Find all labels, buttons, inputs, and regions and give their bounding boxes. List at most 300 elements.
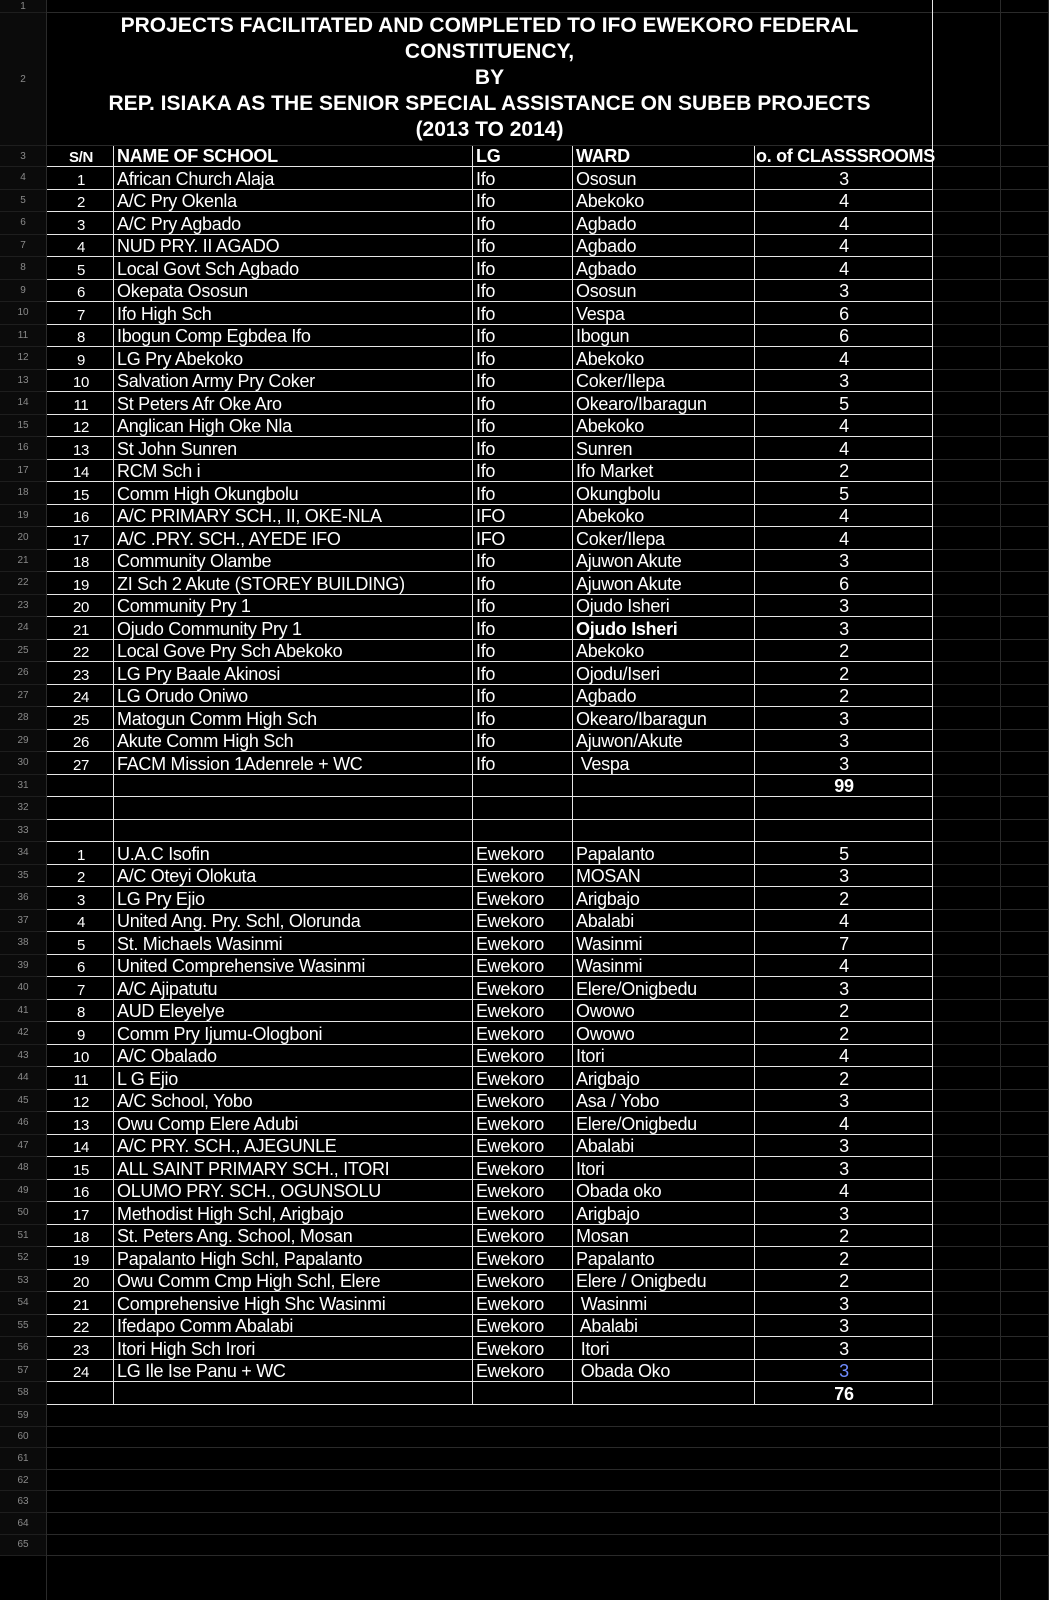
cell-sn[interactable]: 10 — [72, 1049, 90, 1066]
row-number[interactable]: 60 — [0, 1427, 46, 1449]
cell-lg[interactable]: Ifo — [476, 753, 496, 774]
cell-classrooms[interactable]: 3 — [839, 618, 849, 639]
cell-lg[interactable]: Ifo — [476, 416, 496, 436]
row-number[interactable]: 50 — [0, 1202, 46, 1225]
cell-lg[interactable]: Ewekoro — [476, 843, 544, 864]
row-number[interactable]: 12 — [0, 347, 46, 370]
cell-classrooms[interactable]: 4 — [839, 506, 849, 526]
row-number[interactable]: 4 — [0, 167, 46, 190]
cell-lg[interactable]: Ewekoro — [476, 1091, 544, 1111]
cell-ward[interactable]: MOSAN — [576, 866, 641, 886]
cell-school-name[interactable]: Itori High Sch Irori — [117, 1338, 256, 1359]
cell-lg[interactable]: Ifo — [476, 371, 496, 391]
cell-school-name[interactable]: African Church Alaja — [117, 168, 275, 189]
cell-lg[interactable]: Ewekoro — [476, 911, 544, 931]
cell-school-name[interactable]: Papalanto High Schl, Papalanto — [117, 1248, 363, 1269]
cell-lg[interactable]: Ewekoro — [476, 1226, 544, 1246]
row-number[interactable]: 49 — [0, 1180, 46, 1203]
cell-sn[interactable]: 13 — [72, 1116, 90, 1134]
cell-classrooms[interactable]: 4 — [839, 1113, 849, 1134]
cell-lg[interactable]: Ifo — [476, 618, 496, 639]
cell-classrooms[interactable]: 2 — [839, 1068, 849, 1089]
cell-ward[interactable]: Okungbolu — [576, 483, 661, 504]
cell-lg[interactable]: Ewekoro — [476, 1293, 544, 1314]
cell-classrooms[interactable]: 4 — [839, 438, 849, 459]
cell-lg[interactable]: Ewekoro — [476, 866, 544, 886]
cell-school-name[interactable]: St. Peters Ang. School, Mosan — [117, 1226, 353, 1246]
cell-ward[interactable]: Agbado — [576, 236, 637, 256]
cell-ward[interactable]: Elere / Onigbedu — [576, 1271, 707, 1291]
cell-classrooms[interactable]: 4 — [839, 348, 849, 369]
cell-lg[interactable]: Ewekoro — [476, 956, 544, 976]
row-number[interactable]: 7 — [0, 235, 46, 258]
cell-school-name[interactable]: LG Ile Ise Panu + WC — [117, 1361, 286, 1381]
cell-sn[interactable]: 12 — [72, 1094, 90, 1111]
cell-classrooms[interactable]: 2 — [839, 663, 849, 684]
cell-sn[interactable]: 20 — [72, 599, 90, 616]
cell-school-name[interactable]: Ibogun Comp Egbdea Ifo — [117, 326, 311, 346]
cell-classrooms[interactable]: 3 — [839, 1136, 849, 1156]
cell-sn[interactable]: 6 — [76, 959, 86, 976]
cell-school-name[interactable]: A/C School, Yobo — [117, 1091, 253, 1111]
row-number[interactable]: 55 — [0, 1315, 46, 1338]
cell-school-name[interactable]: Anglican High Oke Nla — [117, 416, 292, 436]
cell-lg[interactable]: IFO — [476, 528, 506, 549]
cell-ward[interactable]: Abekoko — [576, 416, 644, 436]
row-number[interactable]: 48 — [0, 1157, 46, 1180]
cell-lg[interactable]: Ifo — [476, 236, 496, 256]
cell-sn[interactable]: 21 — [72, 621, 90, 639]
cell-ward[interactable]: Agbado — [576, 258, 637, 279]
cell-school-name[interactable]: A/C Pry Okenla — [117, 191, 237, 211]
cell-school-name[interactable]: Local Gove Pry Sch Abekoko — [117, 641, 343, 661]
cell-sn[interactable]: 18 — [72, 1229, 90, 1246]
row-number[interactable]: 61 — [0, 1448, 46, 1470]
cell-lg[interactable]: IFO — [476, 506, 506, 526]
cell-school-name[interactable]: LG Pry Ejio — [117, 888, 205, 909]
cell-sn[interactable]: 22 — [72, 1319, 90, 1336]
cell-classrooms[interactable]: 2 — [839, 1248, 849, 1269]
cell-ward[interactable]: Mosan — [576, 1226, 629, 1246]
cell-school-name[interactable]: Methodist High Schl, Arigbajo — [117, 1203, 344, 1224]
cell-lg[interactable]: Ifo — [476, 686, 496, 706]
cell-ward[interactable]: Ojudo Isheri — [576, 596, 670, 616]
cell-sn[interactable]: 21 — [72, 1296, 90, 1314]
row-number[interactable]: 26 — [0, 662, 46, 685]
cell-sn[interactable]: 25 — [72, 711, 90, 729]
cell-school-name[interactable]: United Comprehensive Wasinmi — [117, 956, 366, 976]
cell-ward[interactable]: Sunren — [576, 438, 633, 459]
row-number[interactable]: 22 — [0, 572, 46, 595]
cell-classrooms[interactable]: 3 — [839, 596, 849, 616]
row-number[interactable]: 18 — [0, 482, 46, 505]
cell-sn[interactable]: 13 — [72, 441, 90, 459]
cell-lg[interactable]: Ewekoro — [476, 978, 544, 999]
cell-classrooms[interactable]: 3 — [839, 731, 849, 751]
cell-ward[interactable]: Ojudo Isheri — [576, 618, 678, 639]
cell-school-name[interactable]: A/C Ajipatutu — [117, 978, 218, 999]
row-number[interactable]: 62 — [0, 1470, 46, 1492]
cell-ward[interactable]: Ojodu/Iseri — [576, 663, 660, 684]
cell-ward[interactable]: Ajuwon Akute — [576, 551, 682, 571]
row-number[interactable]: 44 — [0, 1067, 46, 1090]
cell-school-name[interactable]: A/C Pry Agbado — [117, 213, 241, 234]
cell-school-name[interactable]: Comprehensive High Shc Wasinmi — [117, 1293, 386, 1314]
cell-classrooms[interactable]: 4 — [839, 416, 849, 436]
cell-lg[interactable]: Ewekoro — [476, 1248, 544, 1269]
cell-sn[interactable]: 14 — [72, 1139, 90, 1156]
ifo-total[interactable]: 99 — [834, 776, 854, 796]
cell-ward[interactable]: Elere/Onigbedu — [576, 1113, 697, 1134]
cell-classrooms[interactable]: 4 — [839, 191, 849, 211]
cell-sn[interactable]: 24 — [72, 689, 90, 706]
cell-school-name[interactable]: Matogun Comm High Sch — [117, 708, 317, 729]
row-number[interactable]: 42 — [0, 1022, 46, 1045]
cell-ward[interactable]: Ajuwon/Akute — [576, 731, 683, 751]
cell-lg[interactable]: Ewekoro — [476, 1203, 544, 1224]
cell-school-name[interactable]: Local Govt Sch Agbado — [117, 258, 299, 279]
cell-sn[interactable]: 2 — [76, 194, 86, 211]
cell-classrooms[interactable]: 2 — [839, 888, 849, 909]
row-number[interactable]: 11 — [0, 325, 46, 348]
row-number[interactable]: 24 — [0, 617, 46, 640]
row-number[interactable]: 2 — [0, 13, 46, 146]
cell-lg[interactable]: Ewekoro — [476, 1361, 544, 1381]
cell-ward[interactable]: Abekoko — [576, 348, 644, 369]
cell-ward[interactable]: Okearo/Ibaragun — [576, 393, 707, 414]
cell-lg[interactable]: Ewekoro — [476, 1046, 544, 1066]
cell-classrooms[interactable]: 4 — [839, 258, 849, 279]
row-number[interactable]: 23 — [0, 595, 46, 618]
row-number[interactable]: 52 — [0, 1247, 46, 1270]
cell-sn[interactable]: 20 — [72, 1274, 90, 1291]
cell-school-name[interactable]: Salvation Army Pry Coker — [117, 371, 315, 391]
cell-sn[interactable]: 10 — [72, 374, 90, 391]
cell-school-name[interactable]: ALL SAINT PRIMARY SCH., ITORI — [117, 1158, 390, 1179]
cell-ward[interactable]: Abalabi — [576, 1316, 638, 1336]
header-lg[interactable]: LG — [476, 146, 501, 166]
cell-sn[interactable]: 7 — [76, 981, 86, 999]
cell-sn[interactable]: 3 — [76, 891, 86, 909]
cell-school-name[interactable]: Comm Pry Ijumu-Ologboni — [117, 1023, 323, 1044]
cell-ward[interactable]: Wasinmi — [576, 1293, 647, 1314]
cell-lg[interactable]: Ewekoro — [476, 933, 544, 954]
cell-lg[interactable]: Ewekoro — [476, 1113, 544, 1134]
cell-school-name[interactable]: AUD Eleyelye — [117, 1001, 225, 1021]
row-number[interactable]: 40 — [0, 977, 46, 1000]
cell-lg[interactable]: Ifo — [476, 168, 496, 189]
row-number[interactable]: 29 — [0, 730, 46, 753]
row-number[interactable]: 25 — [0, 640, 46, 663]
row-number[interactable]: 43 — [0, 1045, 46, 1068]
cell-sn[interactable]: 15 — [72, 486, 90, 504]
row-number[interactable]: 36 — [0, 887, 46, 910]
header-name-of-school[interactable]: NAME OF SCHOOL — [117, 146, 278, 166]
cell-classrooms[interactable]: 2 — [839, 641, 849, 661]
cell-lg[interactable]: Ifo — [476, 303, 496, 324]
cell-classrooms[interactable]: 3 — [839, 1316, 849, 1336]
cell-classrooms[interactable]: 3 — [839, 168, 849, 189]
cell-ward[interactable]: Coker/Ilepa — [576, 528, 665, 549]
cell-ward[interactable]: Itori — [576, 1338, 610, 1359]
cell-school-name[interactable]: A/C PRY. SCH., AJEGUNLE — [117, 1136, 337, 1156]
cell-classrooms[interactable]: 3 — [839, 1338, 849, 1359]
cell-lg[interactable]: Ewekoro — [476, 1023, 544, 1044]
cell-school-name[interactable]: St John Sunren — [117, 438, 237, 459]
cell-lg[interactable]: Ifo — [476, 483, 496, 504]
cell-classrooms[interactable]: 6 — [839, 573, 849, 594]
cell-ward[interactable]: Ibogun — [576, 326, 630, 346]
cell-classrooms[interactable]: 3 — [839, 1158, 849, 1179]
row-number[interactable]: 37 — [0, 910, 46, 933]
cell-ward[interactable]: Arigbajo — [576, 1203, 640, 1224]
cell-classrooms[interactable]: 3 — [839, 1361, 849, 1381]
cell-sn[interactable]: 5 — [76, 936, 86, 954]
cell-sn[interactable]: 16 — [72, 1184, 90, 1201]
header-ward[interactable]: WARD — [576, 146, 630, 166]
cell-school-name[interactable]: St Peters Afr Oke Aro — [117, 393, 282, 414]
cell-classrooms[interactable]: 4 — [839, 911, 849, 931]
cell-sn[interactable]: 18 — [72, 554, 90, 571]
cell-sn[interactable]: 17 — [72, 1206, 90, 1224]
cell-lg[interactable]: Ewekoro — [476, 888, 544, 909]
row-number[interactable]: 15 — [0, 415, 46, 438]
row-number[interactable]: 21 — [0, 550, 46, 573]
cell-sn[interactable]: 19 — [72, 1251, 90, 1269]
cell-lg[interactable]: Ifo — [476, 191, 496, 211]
cell-ward[interactable]: Obada oko — [576, 1181, 662, 1201]
cell-classrooms[interactable]: 3 — [839, 866, 849, 886]
row-number[interactable]: 13 — [0, 370, 46, 393]
row-number[interactable]: 54 — [0, 1292, 46, 1315]
cell-sn[interactable]: 16 — [72, 509, 90, 526]
cell-ward[interactable]: Abekoko — [576, 641, 644, 661]
cell-classrooms[interactable]: 2 — [839, 1001, 849, 1021]
cell-ward[interactable]: Owowo — [576, 1023, 635, 1044]
cell-ward[interactable]: Abalabi — [576, 1136, 634, 1156]
cell-classrooms[interactable]: 3 — [839, 281, 849, 301]
cell-ward[interactable]: Itori — [576, 1158, 605, 1179]
cell-ward[interactable]: Coker/Ilepa — [576, 371, 665, 391]
row-number[interactable]: 17 — [0, 460, 46, 483]
cell-school-name[interactable]: LG Pry Abekoko — [117, 348, 243, 369]
cell-ward[interactable]: Ososun — [576, 281, 637, 301]
cell-ward[interactable]: Agbado — [576, 213, 637, 234]
cell-classrooms[interactable]: 3 — [839, 978, 849, 999]
cell-sn[interactable]: 15 — [72, 1161, 90, 1179]
row-number[interactable]: 47 — [0, 1135, 46, 1158]
row-number[interactable]: 64 — [0, 1513, 46, 1535]
cell-classrooms[interactable]: 2 — [839, 1226, 849, 1246]
cell-lg[interactable]: Ifo — [476, 551, 496, 571]
cell-sn[interactable]: 3 — [76, 216, 86, 234]
row-number[interactable]: 38 — [0, 932, 46, 955]
cell-school-name[interactable]: United Ang. Pry. Schl, Olorunda — [117, 911, 361, 931]
cell-lg[interactable]: Ewekoro — [476, 1181, 544, 1201]
row-number[interactable]: 20 — [0, 527, 46, 550]
cell-school-name[interactable]: Okepata Ososun — [117, 281, 248, 301]
row-number[interactable]: 8 — [0, 257, 46, 280]
cell-school-name[interactable]: Comm High Okungbolu — [117, 483, 299, 504]
cell-sn[interactable]: 22 — [72, 644, 90, 661]
cell-lg[interactable]: Ifo — [476, 393, 496, 414]
cell-lg[interactable]: Ewekoro — [476, 1158, 544, 1179]
cell-sn[interactable]: 8 — [76, 1004, 86, 1021]
cell-school-name[interactable]: OLUMO PRY. SCH., OGUNSOLU — [117, 1181, 381, 1201]
row-number[interactable]: 63 — [0, 1491, 46, 1513]
row-number[interactable]: 53 — [0, 1270, 46, 1293]
cell-lg[interactable]: Ifo — [476, 461, 496, 481]
cell-school-name[interactable]: Community Pry 1 — [117, 596, 251, 616]
cell-school-name[interactable]: L G Ejio — [117, 1068, 178, 1089]
cell-sn[interactable]: 12 — [72, 419, 90, 436]
cell-lg[interactable]: Ewekoro — [476, 1316, 544, 1336]
cell-ward[interactable]: Agbado — [576, 686, 637, 706]
cell-classrooms[interactable]: 4 — [839, 1046, 849, 1066]
cell-lg[interactable]: Ewekoro — [476, 1068, 544, 1089]
cell-ward[interactable]: Owowo — [576, 1001, 635, 1021]
cell-ward[interactable]: Ifo Market — [576, 461, 654, 481]
cell-school-name[interactable]: Ifo High Sch — [117, 303, 212, 324]
cell-ward[interactable]: Wasinmi — [576, 956, 643, 976]
cell-sn[interactable]: 17 — [72, 531, 90, 549]
cell-sn[interactable]: 1 — [76, 171, 86, 189]
cell-sn[interactable]: 19 — [72, 576, 90, 594]
cell-ward[interactable]: Vespa — [576, 753, 630, 774]
cell-school-name[interactable]: St. Michaels Wasinmi — [117, 933, 283, 954]
cell-classrooms[interactable]: 5 — [839, 843, 849, 864]
cell-sn[interactable]: 14 — [72, 464, 90, 481]
cell-ward[interactable]: Okearo/Ibaragun — [576, 708, 707, 729]
cell-school-name[interactable]: A/C .PRY. SCH., AYEDE IFO — [117, 528, 341, 549]
cell-lg[interactable]: Ewekoro — [476, 1001, 544, 1021]
cell-sn[interactable]: 7 — [76, 306, 86, 324]
cell-sn[interactable]: 11 — [73, 396, 89, 414]
cell-ward[interactable]: Abekoko — [576, 191, 644, 211]
row-number[interactable]: 41 — [0, 1000, 46, 1023]
cell-classrooms[interactable]: 4 — [839, 236, 849, 256]
cell-classrooms[interactable]: 4 — [839, 213, 849, 234]
cell-lg[interactable]: Ifo — [476, 281, 496, 301]
row-number[interactable]: 58 — [0, 1382, 46, 1405]
cell-classrooms[interactable]: 5 — [839, 393, 849, 414]
cell-sn[interactable]: 9 — [76, 1026, 86, 1044]
cell-sn[interactable]: 11 — [73, 1071, 89, 1089]
cell-school-name[interactable]: Community Olambe — [117, 551, 272, 571]
cell-ward[interactable]: Papalanto — [576, 843, 655, 864]
row-number[interactable]: 34 — [0, 842, 46, 865]
row-number[interactable]: 57 — [0, 1360, 46, 1383]
cell-classrooms[interactable]: 2 — [839, 1271, 849, 1291]
cell-sn[interactable]: 4 — [76, 239, 86, 256]
cell-school-name[interactable]: RCM Sch i — [117, 461, 201, 481]
cell-classrooms[interactable]: 3 — [839, 1091, 849, 1111]
row-number[interactable]: 10 — [0, 302, 46, 325]
cell-classrooms[interactable]: 3 — [839, 1203, 849, 1224]
row-number[interactable]: 56 — [0, 1337, 46, 1360]
row-number[interactable]: 35 — [0, 865, 46, 888]
cell-school-name[interactable]: Ifedapo Comm Abalabi — [117, 1316, 294, 1336]
row-number[interactable]: 33 — [0, 820, 46, 843]
cell-classrooms[interactable]: 2 — [839, 461, 849, 481]
cell-lg[interactable]: Ifo — [476, 573, 496, 594]
cell-classrooms[interactable]: 4 — [839, 956, 849, 976]
row-number[interactable]: 5 — [0, 190, 46, 213]
row-number[interactable]: 16 — [0, 437, 46, 460]
cell-lg[interactable]: Ifo — [476, 731, 496, 751]
cell-lg[interactable]: Ewekoro — [476, 1338, 544, 1359]
row-number[interactable]: 59 — [0, 1405, 46, 1427]
cell-classrooms[interactable]: 3 — [839, 753, 849, 774]
cell-school-name[interactable]: LG Pry Baale Akinosi — [117, 663, 281, 684]
row-number[interactable]: 51 — [0, 1225, 46, 1248]
cell-classrooms[interactable]: 4 — [839, 1181, 849, 1201]
row-number[interactable]: 46 — [0, 1112, 46, 1135]
row-number[interactable]: 32 — [0, 797, 46, 820]
cell-sn[interactable]: 8 — [76, 329, 86, 346]
row-number[interactable]: 3 — [0, 146, 46, 167]
cell-ward[interactable]: Papalanto — [576, 1248, 655, 1269]
cell-ward[interactable]: Arigbajo — [576, 1068, 640, 1089]
cell-ward[interactable]: Wasinmi — [576, 933, 643, 954]
row-number[interactable]: 6 — [0, 212, 46, 235]
cell-school-name[interactable]: LG Orudo Oniwo — [117, 686, 248, 706]
cell-sn[interactable]: 26 — [72, 734, 90, 751]
ewekoro-total[interactable]: 76 — [834, 1383, 854, 1404]
cell-classrooms[interactable]: 3 — [839, 551, 849, 571]
cell-lg[interactable]: Ifo — [476, 708, 496, 729]
cell-ward[interactable]: Abalabi — [576, 911, 634, 931]
cell-sn[interactable]: 23 — [72, 1341, 90, 1359]
row-number[interactable]: 9 — [0, 280, 46, 303]
cell-school-name[interactable]: FACM Mission 1Adenrele + WC — [117, 753, 363, 774]
cell-sn[interactable]: 23 — [72, 666, 90, 684]
row-number[interactable]: 28 — [0, 707, 46, 730]
row-number[interactable]: 27 — [0, 685, 46, 708]
cell-lg[interactable]: Ifo — [476, 258, 496, 279]
cell-ward[interactable]: Obada Oko — [576, 1361, 671, 1381]
cell-ward[interactable]: Arigbajo — [576, 888, 640, 909]
cell-sn[interactable]: 5 — [76, 261, 86, 279]
cell-classrooms[interactable]: 5 — [839, 483, 849, 504]
cell-school-name[interactable]: Owu Comp Elere Adubi — [117, 1113, 299, 1134]
cell-sn[interactable]: 24 — [72, 1364, 90, 1381]
cell-classrooms[interactable]: 7 — [839, 933, 849, 954]
cell-ward[interactable]: Asa / Yobo — [576, 1091, 660, 1111]
cell-school-name[interactable]: ZI Sch 2 Akute (STOREY BUILDING) — [117, 573, 405, 594]
cell-school-name[interactable]: Ojudo Community Pry 1 — [117, 618, 302, 639]
cell-school-name[interactable]: Owu Comm Cmp High Schl, Elere — [117, 1271, 381, 1291]
row-number[interactable]: 31 — [0, 775, 46, 798]
cell-lg[interactable]: Ifo — [476, 641, 496, 661]
cell-classrooms[interactable]: 4 — [839, 528, 849, 549]
row-number[interactable]: 19 — [0, 505, 46, 528]
cell-lg[interactable]: Ifo — [476, 596, 496, 616]
cell-classrooms[interactable]: 6 — [839, 326, 849, 346]
header-classrooms[interactable]: o. of CLASSSROOMS — [756, 146, 935, 166]
cell-sn[interactable]: 27 — [72, 756, 90, 774]
cell-classrooms[interactable]: 3 — [839, 371, 849, 391]
cell-ward[interactable]: Abekoko — [576, 506, 644, 526]
cell-ward[interactable]: Ososun — [576, 168, 637, 189]
cell-ward[interactable]: Itori — [576, 1046, 605, 1066]
cell-lg[interactable]: Ifo — [476, 663, 496, 684]
row-number[interactable]: 14 — [0, 392, 46, 415]
cell-school-name[interactable]: Akute Comm High Sch — [117, 731, 294, 751]
cell-classrooms[interactable]: 2 — [839, 1023, 849, 1044]
cell-sn[interactable]: 2 — [76, 869, 86, 886]
row-number[interactable]: 30 — [0, 752, 46, 775]
